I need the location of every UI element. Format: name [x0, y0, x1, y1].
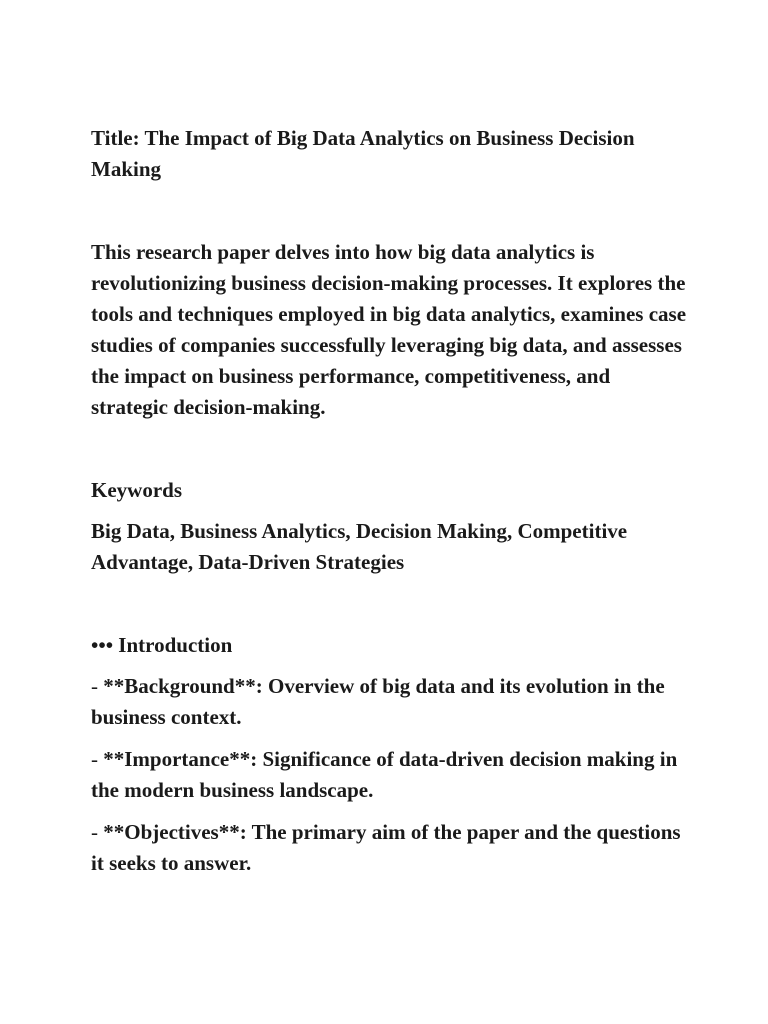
list-dash: - — [91, 674, 104, 698]
list-item-text: **Background**: Overview of big data and its evolution in the business context. — [91, 674, 665, 729]
keywords-list: Big Data, Business Analytics, Decision Making, Competitive Advantage, Data-Driven Strategies — [91, 519, 628, 574]
list-item — [91, 817, 691, 879]
introduction-heading: ••• Introduction — [91, 633, 233, 657]
list-dash: - — [91, 820, 104, 844]
list-item-text: **Importance**: Significance of data-driven decision making in the modern business landscape. — [91, 747, 678, 802]
list-item — [91, 744, 691, 806]
list-dash: - — [91, 747, 104, 771]
document-page — [91, 123, 691, 890]
abstract-paragraph: This research paper delves into how big data analytics is revolutionizing business decision-making processes. It explores the tools and techniques employed in big data analytics, examines case studies of companies successfully leveraging big data, and assesses the impact on business performance, competitiveness, and strategic decision-making. — [91, 240, 687, 419]
introduction-list — [91, 671, 691, 879]
list-item-text: **Objectives**: The primary aim of the paper and the questions it seeks to answer. — [91, 820, 681, 875]
keywords-heading: Keywords — [91, 478, 182, 502]
list-item — [91, 671, 691, 733]
document-title: Title: The Impact of Big Data Analytics on Business Decision Making — [91, 126, 635, 181]
